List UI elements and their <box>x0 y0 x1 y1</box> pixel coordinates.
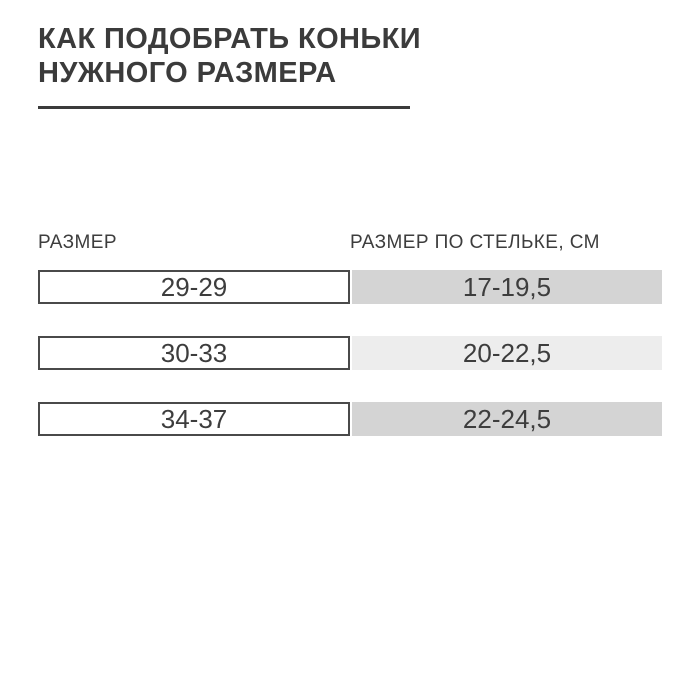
column-header-insole: РАЗМЕР ПО СТЕЛЬКЕ, СМ <box>350 232 600 253</box>
size-cell: 30-33 <box>38 336 350 370</box>
insole-cell: 22-24,5 <box>352 402 662 436</box>
size-cell: 29-29 <box>38 270 350 304</box>
page-title-line1: КАК ПОДОБРАТЬ КОНЬКИ <box>38 23 421 55</box>
table-row <box>38 270 662 304</box>
insole-cell: 17-19,5 <box>352 270 662 304</box>
page-title-line2: НУЖНОГО РАЗМЕРА <box>38 57 337 89</box>
column-header-size: РАЗМЕР <box>38 232 117 253</box>
table-row <box>38 336 662 370</box>
table-row <box>38 402 662 436</box>
size-cell: 34-37 <box>38 402 350 436</box>
insole-cell: 20-22,5 <box>352 336 662 370</box>
